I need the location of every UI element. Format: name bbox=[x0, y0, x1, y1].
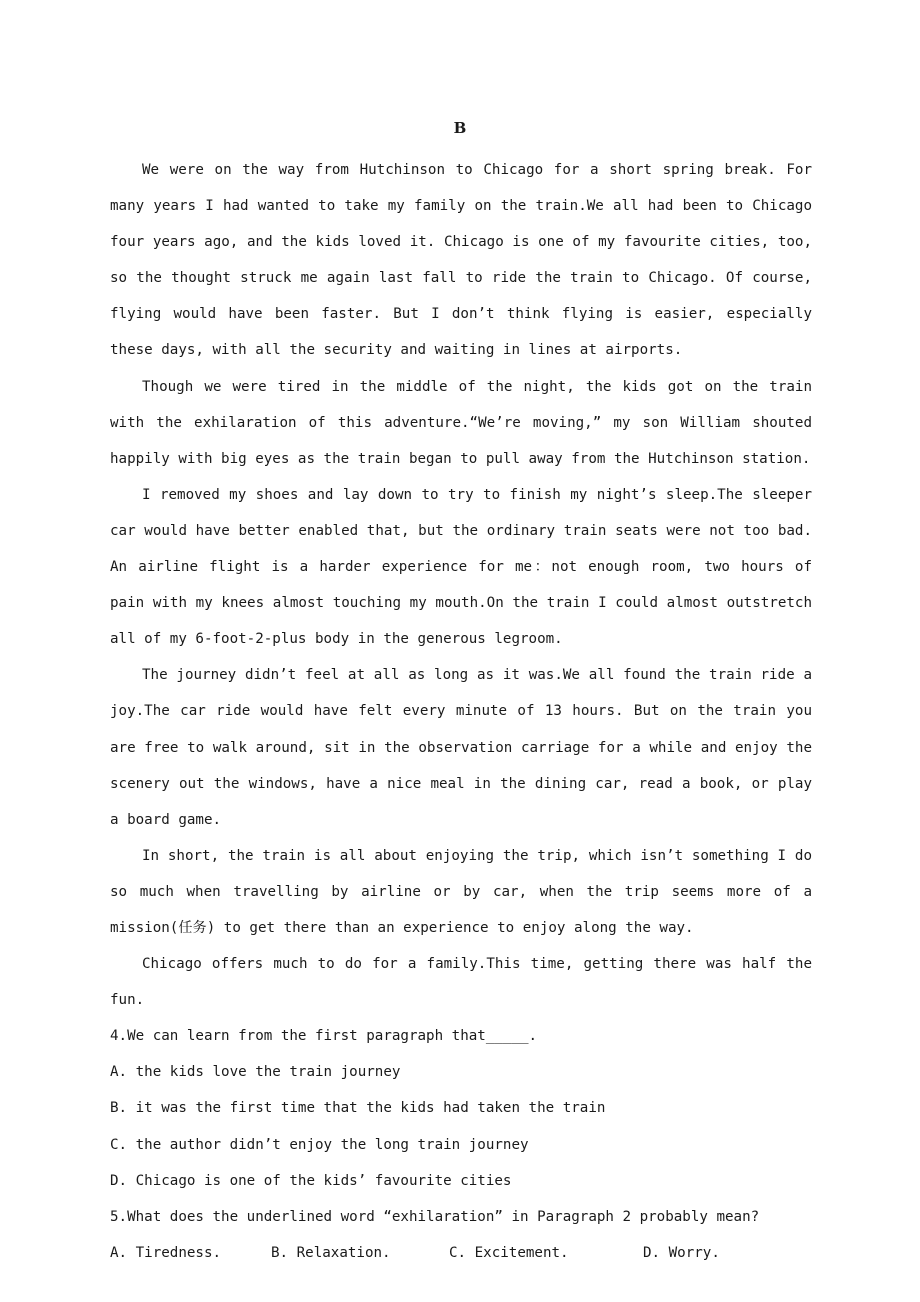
question-4-stem: 4.We can learn from the first paragraph that_____. bbox=[110, 1028, 538, 1045]
question-4-option-a: A. the kids love the train journey bbox=[110, 1064, 401, 1081]
question-5-options bbox=[110, 1235, 812, 1271]
question-5-option-d: D. Worry. bbox=[643, 1244, 720, 1261]
passage-paragraph-4: The journey didn’t feel at all as long as it was.We all found the train ride a joy.The car ride would have felt every minute of 13 hours. But on the train you are free to walk around, sit in the observation carriage for a while and enjoy the scenery out the windows, have a nice meal in the dining car, read a book, or play a board game. bbox=[110, 667, 812, 828]
question-5-option-b: B. Relaxation. bbox=[271, 1244, 391, 1261]
passage-paragraph-2: Though we were tired in the middle of the night, the kids got on the train with the exhilaration of this adventure.“We’re moving,” my son William shouted happily with big eyes as the train began to pull away from the Hutchinson station. bbox=[110, 378, 812, 467]
question-4-option-c: C. the author didn’t enjoy the long train journey bbox=[110, 1136, 529, 1153]
question-5-option-a: A. Tiredness. bbox=[110, 1244, 222, 1261]
passage-paragraph-1: We were on the way from Hutchinson to Chicago for a short spring break. For many years I had wanted to take my family on the train.We all had been to Chicago four years ago, and the kids loved it. Chicago is one of my favourite cities, too, so the thought struck me again last fall to ride the train to Chicago. Of course, flying would have been faster. But I don’t think flying is easier, especially these days, with all the security and waiting in lines at airports. bbox=[110, 162, 812, 359]
question-4-option-b: B. it was the first time that the kids had taken the train bbox=[110, 1100, 606, 1117]
question-4-option-d: D. Chicago is one of the kids’ favourite cities bbox=[110, 1172, 512, 1189]
passage-paragraph-6: Chicago offers much to do for a family.This time, getting there was half the fun. bbox=[110, 956, 812, 1009]
passage-paragraph-3: I removed my shoes and lay down to try to finish my night’s sleep.The sleeper car would have better enabled that, but the ordinary train seats were not too bad. An airline flight is a harder experience for me：not enough room, two hours of pain with my knees almost touching my mouth.On the train I could almost outstretch all of my 6-foot-2-plus body in the generous legroom. bbox=[110, 486, 812, 648]
passage-paragraph-5: In short, the train is all about enjoying the trip, which isn’t something I do so much when travelling by airline or by car, when the trip seems more of a mission(任务) to get there than an experience to enjoy along the way. bbox=[110, 847, 812, 936]
section-title: B bbox=[453, 119, 467, 137]
question-5-stem: 5.What does the underlined word “exhilaration” in Paragraph 2 probably mean? bbox=[110, 1208, 760, 1225]
question-5-option-c: C. Excitement. bbox=[449, 1244, 569, 1261]
passage-content bbox=[110, 152, 812, 1271]
